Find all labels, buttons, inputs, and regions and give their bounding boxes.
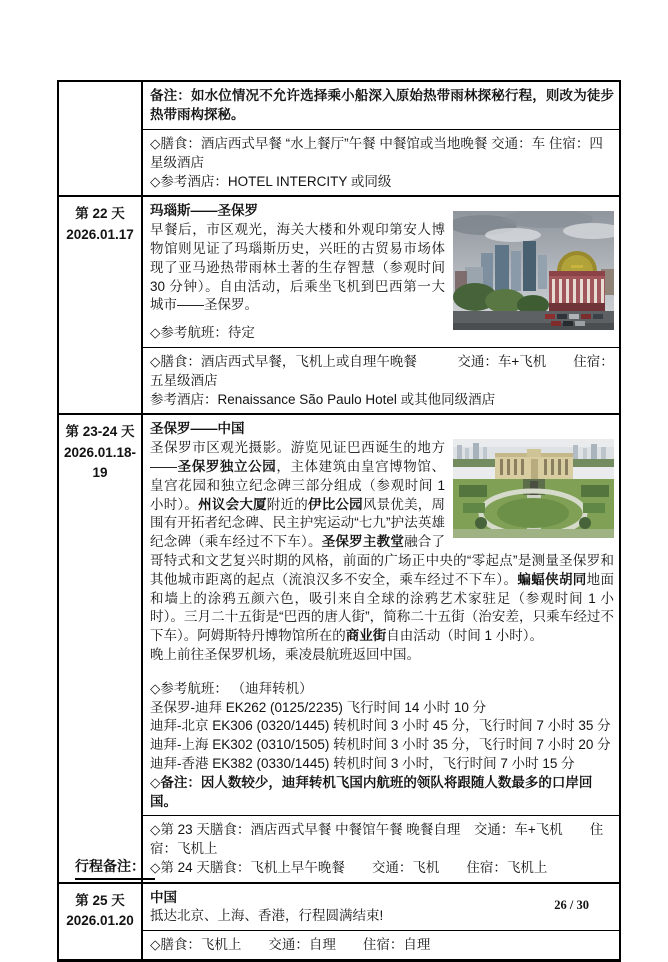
row-day-25	[59, 882, 619, 959]
flight-line: 迪拜-北京 EK306 (0320/1445) 转机时间 3 小时 45 分，飞行时间 7 小时 35 分	[150, 718, 611, 734]
date-label: 2026.01.18-	[63, 444, 137, 460]
flight-reference: ◇参考航班：待定	[150, 325, 255, 341]
date-label: 2026.01.17	[66, 226, 134, 242]
day-cell	[59, 197, 143, 413]
day-title: 圣保罗——中国	[150, 421, 245, 437]
reference-hotel-line: ◇参考酒店：HOTEL INTERCITY 或同级	[150, 173, 392, 189]
meal-info	[143, 347, 619, 413]
day-description	[143, 415, 619, 815]
meal-line: ◇膳食：飞机上 交通：自理 住宿：自理	[150, 937, 431, 953]
day-label: 第 25 天	[75, 892, 125, 908]
row-day-22	[59, 195, 619, 413]
day-description	[143, 197, 619, 347]
day-description	[143, 884, 619, 931]
flight-note: ◇备注：因人数较少，迪拜转机飞国内航班的领队将跟随人数最多的口岸回国。	[150, 774, 593, 809]
date-label: 2026.01.20	[66, 913, 134, 929]
flight-line: 迪拜-上海 EK302 (0310/1505) 转机时间 3 小时 35 分，飞行时间 7 小时 20 分	[150, 737, 611, 753]
content-cell	[143, 197, 619, 413]
page-number: 26 / 30	[554, 898, 589, 912]
meal-line: ◇膳食：酒店西式早餐，飞机上或自理午晚餐 交通：车+飞机 住宿：五星级酒店	[150, 353, 614, 388]
day-label: 第 22 天	[75, 206, 125, 222]
day-cell	[59, 884, 143, 959]
content-cell	[143, 82, 619, 195]
itinerary-table	[57, 80, 621, 962]
day-title: 中国	[150, 889, 177, 905]
independence-park-photo	[453, 439, 614, 538]
day-body-text: 抵达北京、上海、香港，行程圆满结束!	[150, 908, 384, 924]
date-label-cont: 19	[92, 465, 108, 481]
meal-line-day24: ◇第 24 天膳食：飞机上早午晚餐 交通：飞机 住宿：飞机上	[150, 859, 548, 875]
day-title: 玛瑙斯——圣保罗	[150, 203, 258, 219]
meal-info	[143, 815, 619, 881]
meal-info	[143, 129, 619, 195]
meal-line: ◇膳食：酒店西式早餐 “水上餐厅”午餐 中餐馆或当地晚餐 交通：车 住宿：四星级酒店	[150, 136, 603, 170]
body-rich-text: 圣保罗市区观光摄影。游览见证巴西诞生的地方——圣保罗独立公园，主体建筑由皇宫博物馆、皇宫花园和独立纪念碑三部分组成（参观时间 1 小时）。州议会大厦附近的伊比公园风景优美，周围有开拓者纪念碑、民主护宪运动“七九”护法英雄纪念碑（乘车经过不下车）。圣保罗主教堂融合了哥特式和文艺复兴时期的风格，前面的广场正中央的“零起点”是测量圣保罗和其他城市距离的起点（流浪汉多不安全，乘车经过不下车）。蝙蝠侠胡同地面和墙上的涂鸦五颜六色，吸引来自全球的涂鸦艺术家驻足（参观时间 1 小时）。三月二十五街是“巴西的唐人街”，简称二十五街（治安差，只乘车经过不下车）。阿姆斯特丹博物馆所在的商业街自由活动（时间 1 小时）。	[150, 440, 615, 644]
day-body-text	[150, 439, 614, 646]
meal-line-day23: ◇第 23 天膳食：酒店西式早餐 中餐馆午餐 晚餐自理 交通：车+飞机 住宿：飞机上	[150, 822, 604, 857]
flight-line: 圣保罗-迪拜 EK262 (0125/2235) 飞行时间 14 小时 10 分	[150, 699, 487, 715]
content-cell	[143, 415, 619, 881]
content-cell	[143, 884, 619, 959]
day-cell-empty	[59, 82, 143, 195]
row-day-23-24	[59, 413, 619, 881]
day-label: 第 23-24 天	[65, 424, 135, 440]
evening-line: 晚上前往圣保罗机场，乘凌晨航班返回中国。	[150, 646, 420, 662]
day-cell	[59, 415, 143, 881]
reference-hotel-line: 参考酒店：Renaissance São Paulo Hotel 或其他同级酒店	[150, 391, 496, 407]
manaus-city-photo	[453, 211, 614, 330]
row-continuation	[59, 82, 619, 195]
day-body-text: 早餐后，市区观光，海关大楼和外观印第安人博物馆则见证了玛瑙斯历史，兴旺的古贸易市场体现了亚马逊热带雨林土著的生存智慧（参观时间 30 分钟）。自由活动，后乘坐飞机到巴西第一大城市——圣保罗。	[150, 222, 445, 313]
blank-line	[150, 665, 614, 680]
flight-line: 迪拜-香港 EK382 (0330/1445) 转机时间 3 小时，飞行时间 7 小时 15 分	[150, 755, 575, 771]
itinerary-notes-label: 行程备注：	[75, 856, 155, 880]
flight-header: ◇参考航班： （迪拜转机）	[150, 680, 313, 696]
water-level-note: 备注：如水位情况不允许选择乘小船深入原始热带雨林探秘行程，则改为徒步热带雨构探秘。	[150, 88, 614, 122]
